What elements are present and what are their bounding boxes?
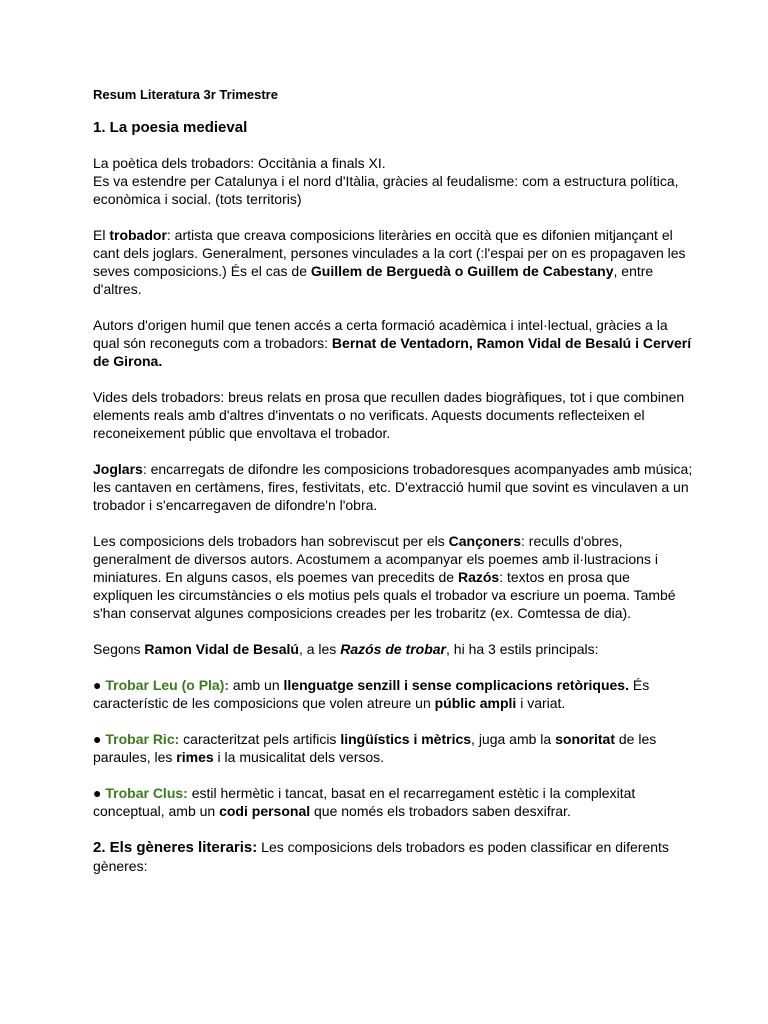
bullet-label: Trobar Ric: (105, 731, 180, 747)
paragraph-text: El (93, 227, 110, 243)
paragraph-estils (93, 640, 693, 658)
paragraph-text: : encarregats de difondre les composicions trobadoresques acompanyades amb música; les cantaven en certàmens, fires, festivitats, etc. D'extracció humil que sovint es vinculaven a un trobador i s'encarregaven de difondre'n l'obra. (93, 461, 693, 513)
bullet-icon: ● (93, 677, 106, 693)
paragraph-text: que només els trobadors saben desxifrar. (310, 803, 571, 819)
paragraph-vides: Vides dels trobadors: breus relats en prosa que recullen dades biogràfiques, tot i que combinen elements reals amb d'altres d'inventats o no verificats. Aquests documents reflecteixen el reconeixement públic que envoltava el trobador. (93, 389, 685, 441)
bold-term: públic ampli (434, 695, 517, 711)
bold-term: Cançoners (448, 533, 521, 549)
bold-term: Bernat de Ventadorn, Ramon Vidal de Besalú i Cerverí de Girona. (93, 335, 692, 369)
bullet-trobar-clus (93, 784, 693, 820)
paragraph-text: Es va estendre per Catalunya i el nord d'Itàlia, gràcies al feudalisme: com a estructura política, econòmica i social. (tots territoris) (93, 173, 679, 207)
bold-term: Joglars (93, 461, 143, 477)
bold-italic-term (340, 641, 446, 657)
bullet-trobar-leu (93, 676, 693, 712)
bullet-icon: ● (93, 731, 106, 747)
paragraph-text: És característic de les composicions que volen atreure un (93, 677, 650, 711)
bullet-label: Trobar Clus: (105, 785, 188, 801)
paragraph-autors-humils (93, 316, 693, 370)
paragraph-text: : reculls d'obres, generalment de diversos autors. Acostumem a acompanyar els poemes amb il·lustracions i miniatures. En alguns casos, els poemes van precedits de (93, 533, 658, 585)
bold-term: rimes (176, 749, 214, 765)
paragraph-canconers (93, 532, 693, 622)
paragraph-text: de les paraules, les (93, 731, 657, 765)
paragraph-text: caracteritzat pels artificis (179, 731, 341, 747)
paragraph-text: i la musicalitat dels versos. (213, 749, 385, 765)
bold-term: Ramon Vidal de Besalú (144, 641, 299, 657)
bold-term: lingüístics i mètrics (340, 731, 472, 747)
bullet-label: Trobar Leu (o Pla): (105, 677, 230, 693)
document-body (93, 86, 693, 875)
paragraph-text: La poètica dels trobadors: Occitània a finals XI. (93, 155, 386, 171)
paragraph-text: Les composicions dels trobadors es poden classificar en diferents gèneres: (93, 839, 669, 874)
paragraph-joglars (93, 460, 693, 514)
paragraph-text: , entre d'altres. (93, 263, 654, 297)
paragraph-text: : textos en prosa que expliquen les circumstàncies o els motius pels quals el trobador va escriure un poema. També s'han conservat algunes composicions creades per les trobaritz (ex. Comtessa de dia). (93, 569, 676, 621)
bold-term: Razós (457, 569, 500, 585)
paragraph-text: amb un (229, 677, 284, 693)
bold-term: llenguatge senzill i sense complicacions retòriques. (283, 677, 629, 693)
bold-term: Guillem de Berguedà o Guillem de Cabestany (310, 263, 614, 279)
bullet-trobar-ric (93, 730, 693, 766)
paragraph-occitania (93, 154, 693, 208)
paragraph-text: Les composicions dels trobadors han sobreviscut per els (93, 533, 449, 549)
section-1-heading: 1. La poesia medieval (93, 119, 248, 136)
section-2-paragraph (93, 838, 693, 875)
paragraph-text: , hi ha 3 estils principals: (446, 641, 599, 657)
paragraph-text: Autors d'origen humil que tenen accés a certa formació acadèmica i intel·lectual, gràcies a la qual són reconeguts com a trobadors: (93, 317, 668, 351)
bullet-icon: ● (93, 785, 106, 801)
section-2-heading: 2. Els gèneres literaris: (93, 839, 258, 856)
bold-term: trobador (109, 227, 167, 243)
paragraph-trobador (93, 226, 693, 298)
paragraph-text: i variat. (516, 695, 566, 711)
document-title: Resum Literatura 3r Trimestre (93, 87, 278, 102)
paragraph-text: Segons (93, 641, 145, 657)
paragraph-text: , juga amb la (471, 731, 556, 747)
paragraph-text: : artista que creava composicions literàries en occità que es difonien mitjançant el cant dels joglars. Generalment, persones vinculades a la cort (:l'espai per on es propagaven les seves composicions.) És el cas de (93, 227, 686, 279)
bold-italic-term-text: Razós de trobar (340, 641, 447, 657)
bold-term: codi personal (219, 803, 311, 819)
paragraph-text: estil hermètic i tancat, basat en el recarregament estètic i la complexitat conceptual, amb un (93, 785, 636, 819)
paragraph-text: , a les (298, 641, 341, 657)
bold-term: sonoritat (555, 731, 615, 747)
